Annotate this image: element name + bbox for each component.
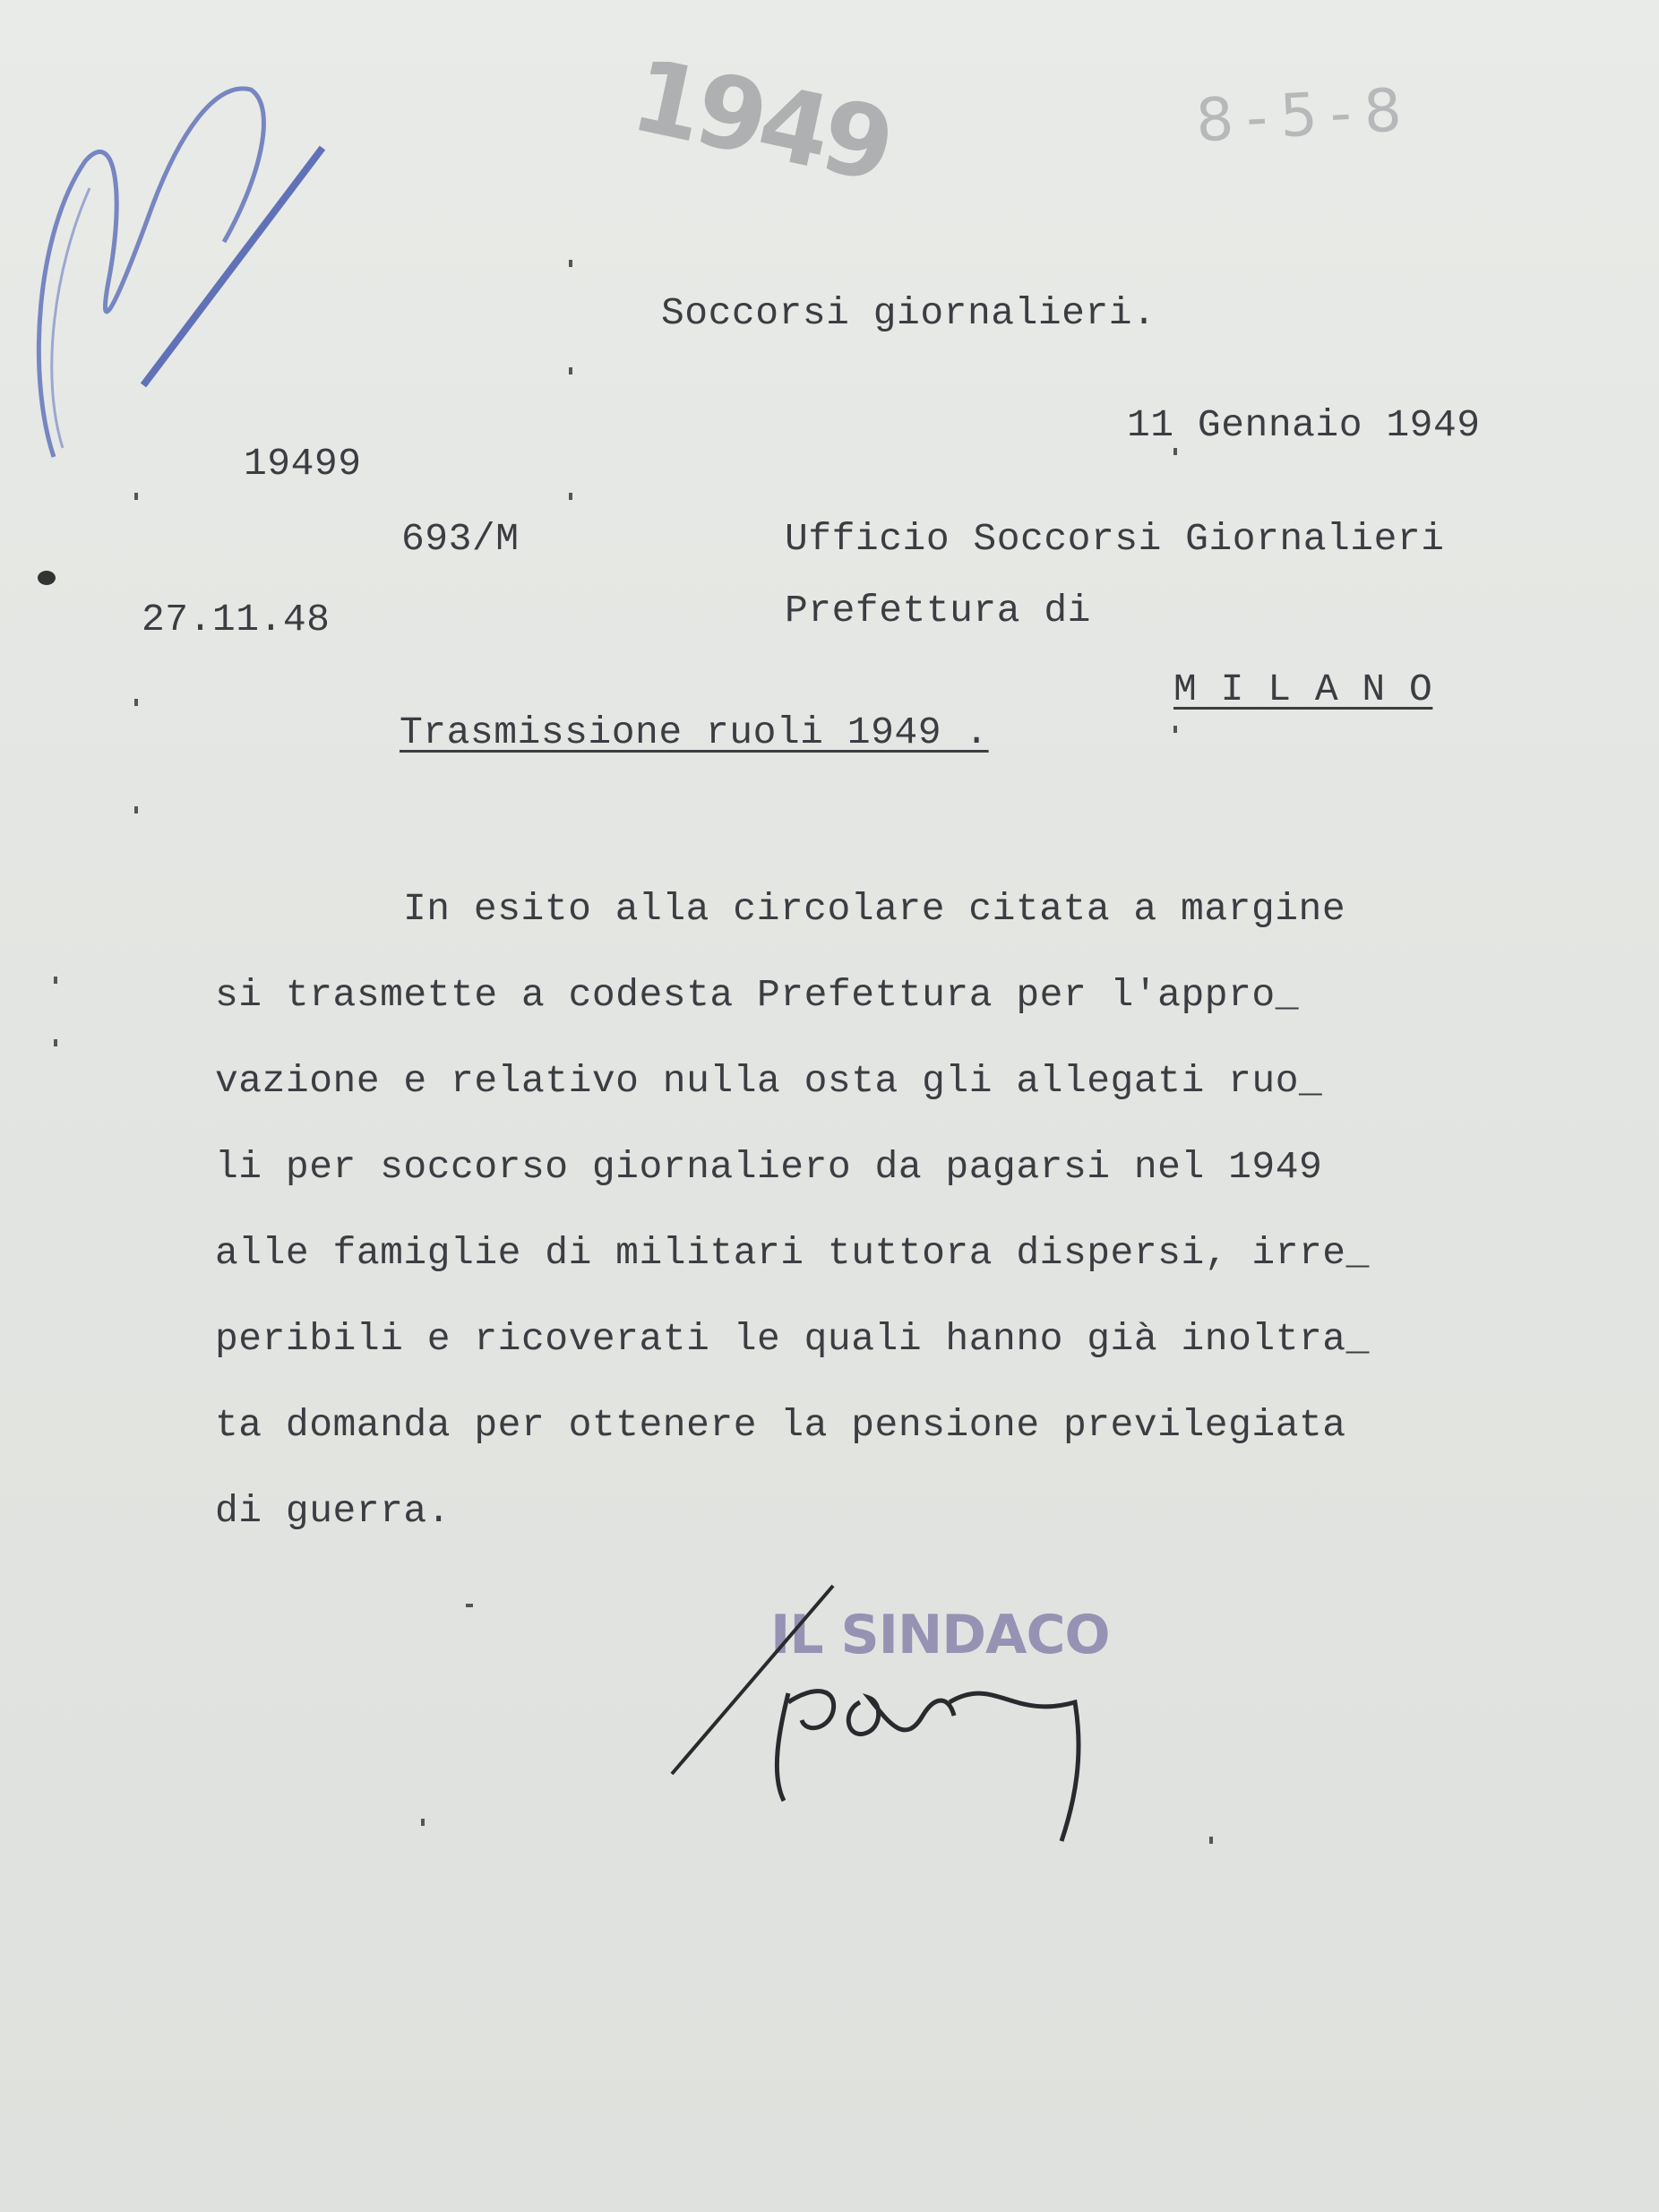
pencil-date: 8-5-8 xyxy=(1194,74,1416,156)
body-line: ta domanda per ottenere la pensione previlegiata xyxy=(215,1403,1346,1447)
body-line: vazione e relativo nulla osta gli allegati ruo_ xyxy=(215,1059,1323,1103)
sindaco-stamp: IL SINDACO xyxy=(770,1604,1110,1666)
body-line: alle famiglie di militari tuttora dispersi, irre_ xyxy=(215,1231,1370,1275)
recipient-line1: Ufficio Soccorsi Giornalieri xyxy=(785,517,1445,561)
recipient-city: M I L A N O xyxy=(1173,667,1433,711)
body-line: In esito alla circolare citata a margine xyxy=(403,887,1346,931)
body-line: si trasmette a codesta Prefettura per l'appro_ xyxy=(215,973,1299,1017)
body-line: peribili e ricoverati le quali hanno già inoltra_ xyxy=(215,1317,1370,1361)
stamped-number: 1949 xyxy=(622,37,899,205)
reference-number: 693/M xyxy=(401,517,520,561)
body-line: li per soccorso giornaliero da pagarsi nel 1949 xyxy=(215,1145,1323,1189)
subject-header: Soccorsi giornalieri. xyxy=(661,291,1156,335)
letter-date: 11 Gennaio 1949 xyxy=(1127,403,1481,447)
body-line: di guerra. xyxy=(215,1489,451,1533)
reference-date: 27.11.48 xyxy=(142,598,331,641)
protocol-number: 19499 xyxy=(244,442,362,486)
recipient-line2: Prefettura di xyxy=(785,589,1091,633)
object-line: Trasmissione ruoli 1949 . xyxy=(400,710,989,754)
